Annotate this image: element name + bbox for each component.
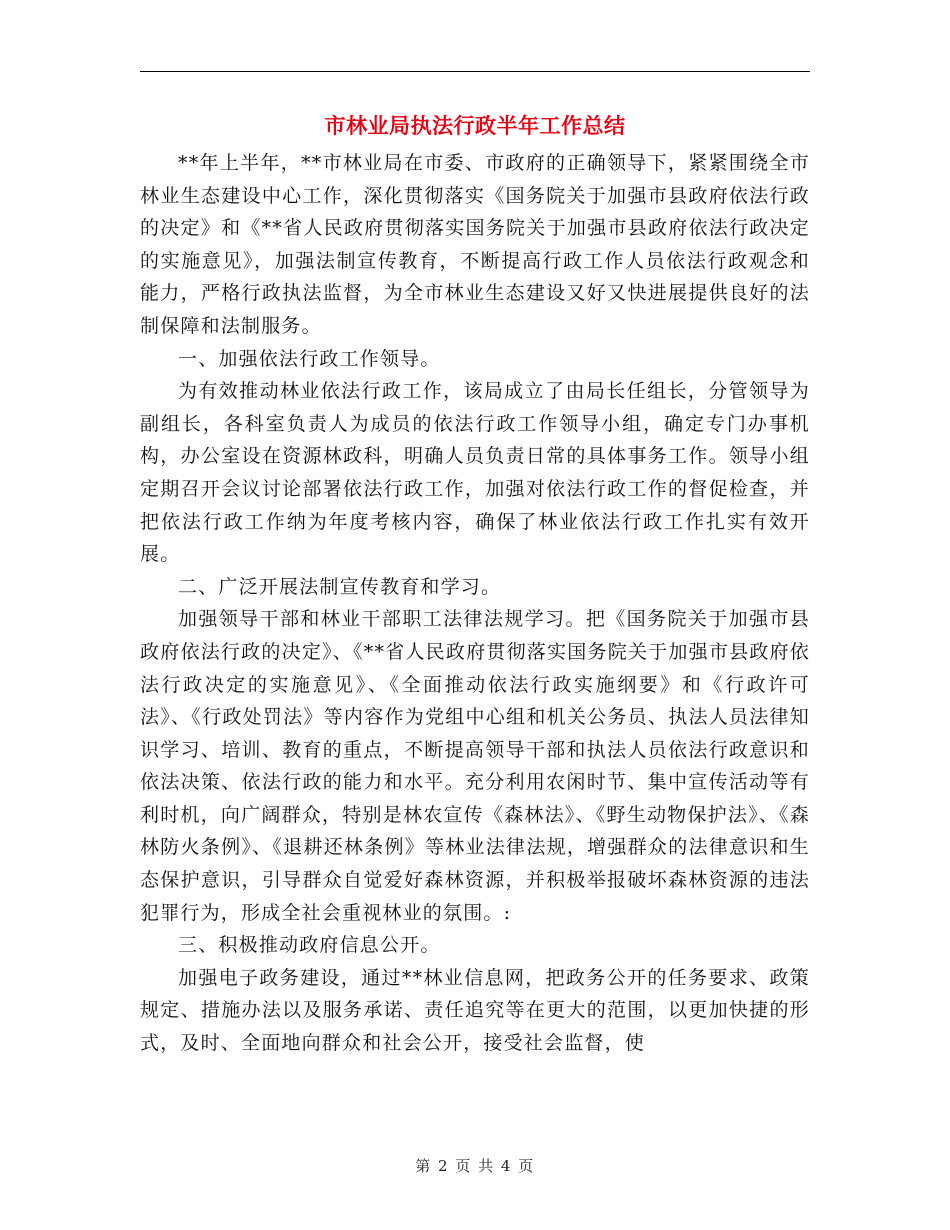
page-number-footer: 第 2 页 共 4 页	[415, 1157, 535, 1175]
document-body	[140, 147, 810, 1060]
section-1-paragraph: 为有效推动林业依法行政工作，该局成立了由局长任组长，分管领导为副组长，各科室负责人为成员的依法行政工作领导小组，确定专门办事机构，办公室设在资源林政科，明确人员负责日常的具体事务工作。领导小组定期召开会议讨论部署依法行政工作，加强对依法行政工作的督促检查，并把依法行政工作纳为年度考核内容，确保了林业依法行政工作扎实有效开展。	[140, 380, 810, 566]
section-heading-3: 三、积极推动政府信息公开。	[178, 934, 441, 957]
document-title: 市林业局执法行政半年工作总结	[324, 113, 626, 138]
header-rule	[140, 71, 810, 72]
section-2-paragraph: 加强领导干部和林业干部职工法律法规学习。把《国务院关于加强市县政府依法行政的决定》、《**省人民政府贯彻落实国务院关于加强市县政府依法行政决定的实施意见》、《全面推动依法行政实施纲要》和《行政许可法》、《行政处罚法》等内容作为党组中心组和机关公务员、执法人员法律知识学习、培训、教育的重点，不断提高领导干部和执法人员依法行政意识和依法决策、依法行政的能力和水平。充分利用农闲时节、集中宣传活动等有利时机，向广阔群众，特别是林农宣传《森林法》、《野生动物保护法》、《森林防火条例》、《退耕还林条例》等林业法律法规，增强群众的法律意识和生态保护意识，引导群众自觉爱好森林资源，并积极举报破坏森林资源的违法犯罪行为，形成全社会重视林业的氛围。:	[140, 608, 810, 924]
intro-paragraph: **年上半年，**市林业局在市委、市政府的正确领导下，紧紧围绕全市林业生态建设中心工作，深化贯彻落实《国务院关于加强市县政府依法行政的决定》和《**省人民政府贯彻落实国务院关于加强市县政府依法行政决定的实施意见》，加强法制宣传教育，不断提高行政工作人员依法行政观念和能力，严格行政执法监督，为全市林业生态建设又好又快进展提供良好的法制保障和法制服务。	[140, 152, 810, 337]
section-3-paragraph: 加强电子政务建设，通过**林业信息网，把政务公开的任务要求、政策规定、措施办法以及服务承诺、责任追究等在更大的范围，以更加快捷的形式，及时、全面地向群众和社会公开，接受社会监督，使	[140, 966, 810, 1055]
section-heading-2: 二、广泛开展法制宣传教育和学习。	[178, 575, 502, 598]
section-heading-1: 一、加强依法行政工作领导。	[178, 347, 441, 370]
